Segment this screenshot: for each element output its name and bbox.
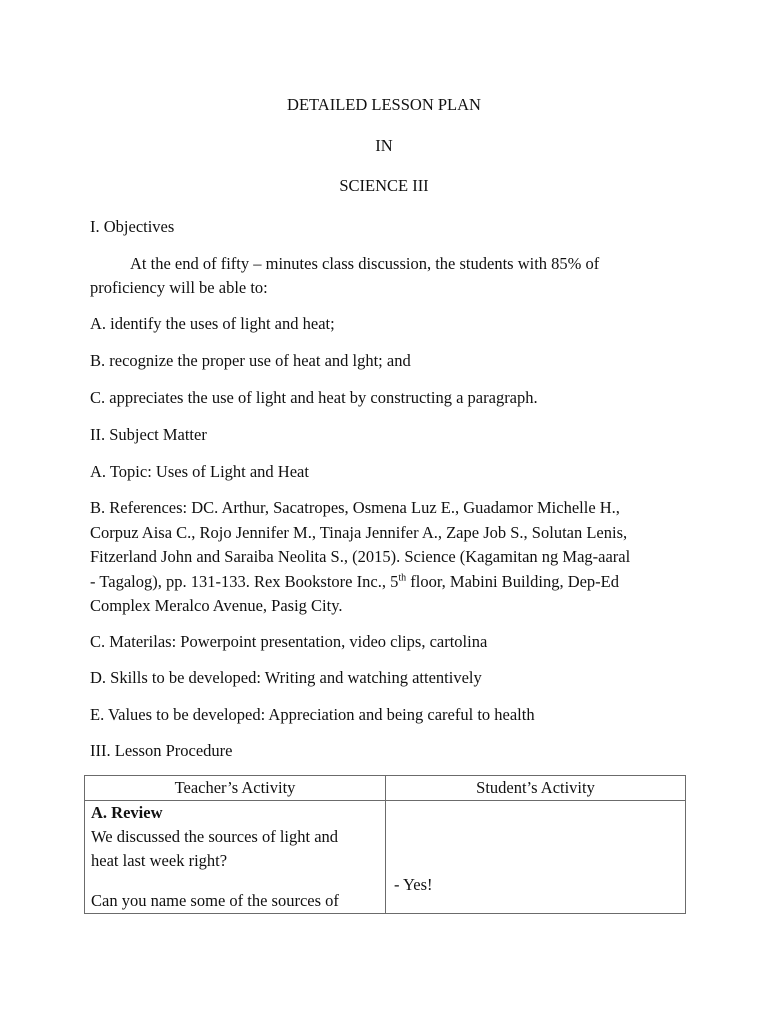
subject-matter-references — [90, 496, 680, 619]
student-spacer — [392, 801, 679, 873]
objective-item-b: B. recognize the proper use of heat and lght; and — [90, 351, 411, 370]
references-line-4 — [90, 570, 680, 595]
teacher-line-2: heat last week right? — [91, 851, 228, 870]
teacher-activity-header: Teacher’s Activity — [85, 776, 386, 801]
references-line-4-end: floor, Mabini Building, Dep-Ed — [406, 571, 620, 591]
review-label: A. Review — [91, 803, 163, 822]
table-header-row — [85, 776, 686, 801]
subject-matter-materials: C. Materilas: Powerpoint presentation, video clips, cartolina — [90, 632, 488, 651]
student-activity-cell — [386, 801, 686, 914]
objectives-heading: I. Objectives — [90, 217, 175, 236]
subject-matter-heading: II. Subject Matter — [90, 425, 207, 444]
references-line-4-start: - Tagalog), pp. 131-133. Rex Bookstore Inc., 5 — [90, 571, 399, 591]
teacher-activity-cell — [85, 801, 386, 914]
subject-matter-skills: D. Skills to be developed: Writing and watching attentively — [90, 668, 482, 687]
references-ordinal-suffix: th — [398, 572, 407, 583]
objective-item-a: A. identify the uses of light and heat; — [90, 314, 335, 333]
references-line-2: Corpuz Aisa C., Rojo Jennifer M., Tinaja Jennifer A., Zape Job S., Solutan Lenis, — [90, 522, 628, 542]
references-line-5: Complex Meralco Avenue, Pasig City. — [90, 596, 343, 615]
references-line-3: Fitzerland John and Saraiba Neolita S., (2015). Science (Kagamitan ng Mag-aaral — [90, 547, 631, 566]
objectives-intro-line-2: proficiency will be able to: — [90, 278, 268, 297]
teacher-spacer — [91, 873, 379, 889]
student-activity-header: Student’s Activity — [386, 776, 686, 801]
teacher-line-3: Can you name some of the sources of — [91, 891, 339, 910]
procedure-heading: III. Lesson Procedure — [90, 741, 233, 760]
document-subject: SCIENCE III — [339, 176, 429, 195]
table-row — [85, 801, 686, 914]
lesson-procedure-table — [84, 775, 686, 914]
teacher-line-1: We discussed the sources of light and — [91, 827, 339, 846]
subject-matter-topic: A. Topic: Uses of Light and Heat — [90, 462, 309, 481]
document-title-in: IN — [375, 136, 393, 155]
document-title: DETAILED LESSON PLAN — [287, 95, 481, 114]
student-reply: - Yes! — [394, 875, 433, 894]
objectives-intro-line-1: At the end of fifty – minutes class discussion, the students with 85% of — [130, 254, 600, 273]
objective-item-c: C. appreciates the use of light and heat by constructing a paragraph. — [90, 388, 538, 407]
subject-matter-values: E. Values to be developed: Appreciation and being careful to health — [90, 705, 535, 724]
objectives-intro — [90, 252, 680, 277]
references-line-1: B. References: DC. Arthur, Sacatropes, Osmena Luz E., Guadamor Michelle H., — [90, 498, 620, 517]
